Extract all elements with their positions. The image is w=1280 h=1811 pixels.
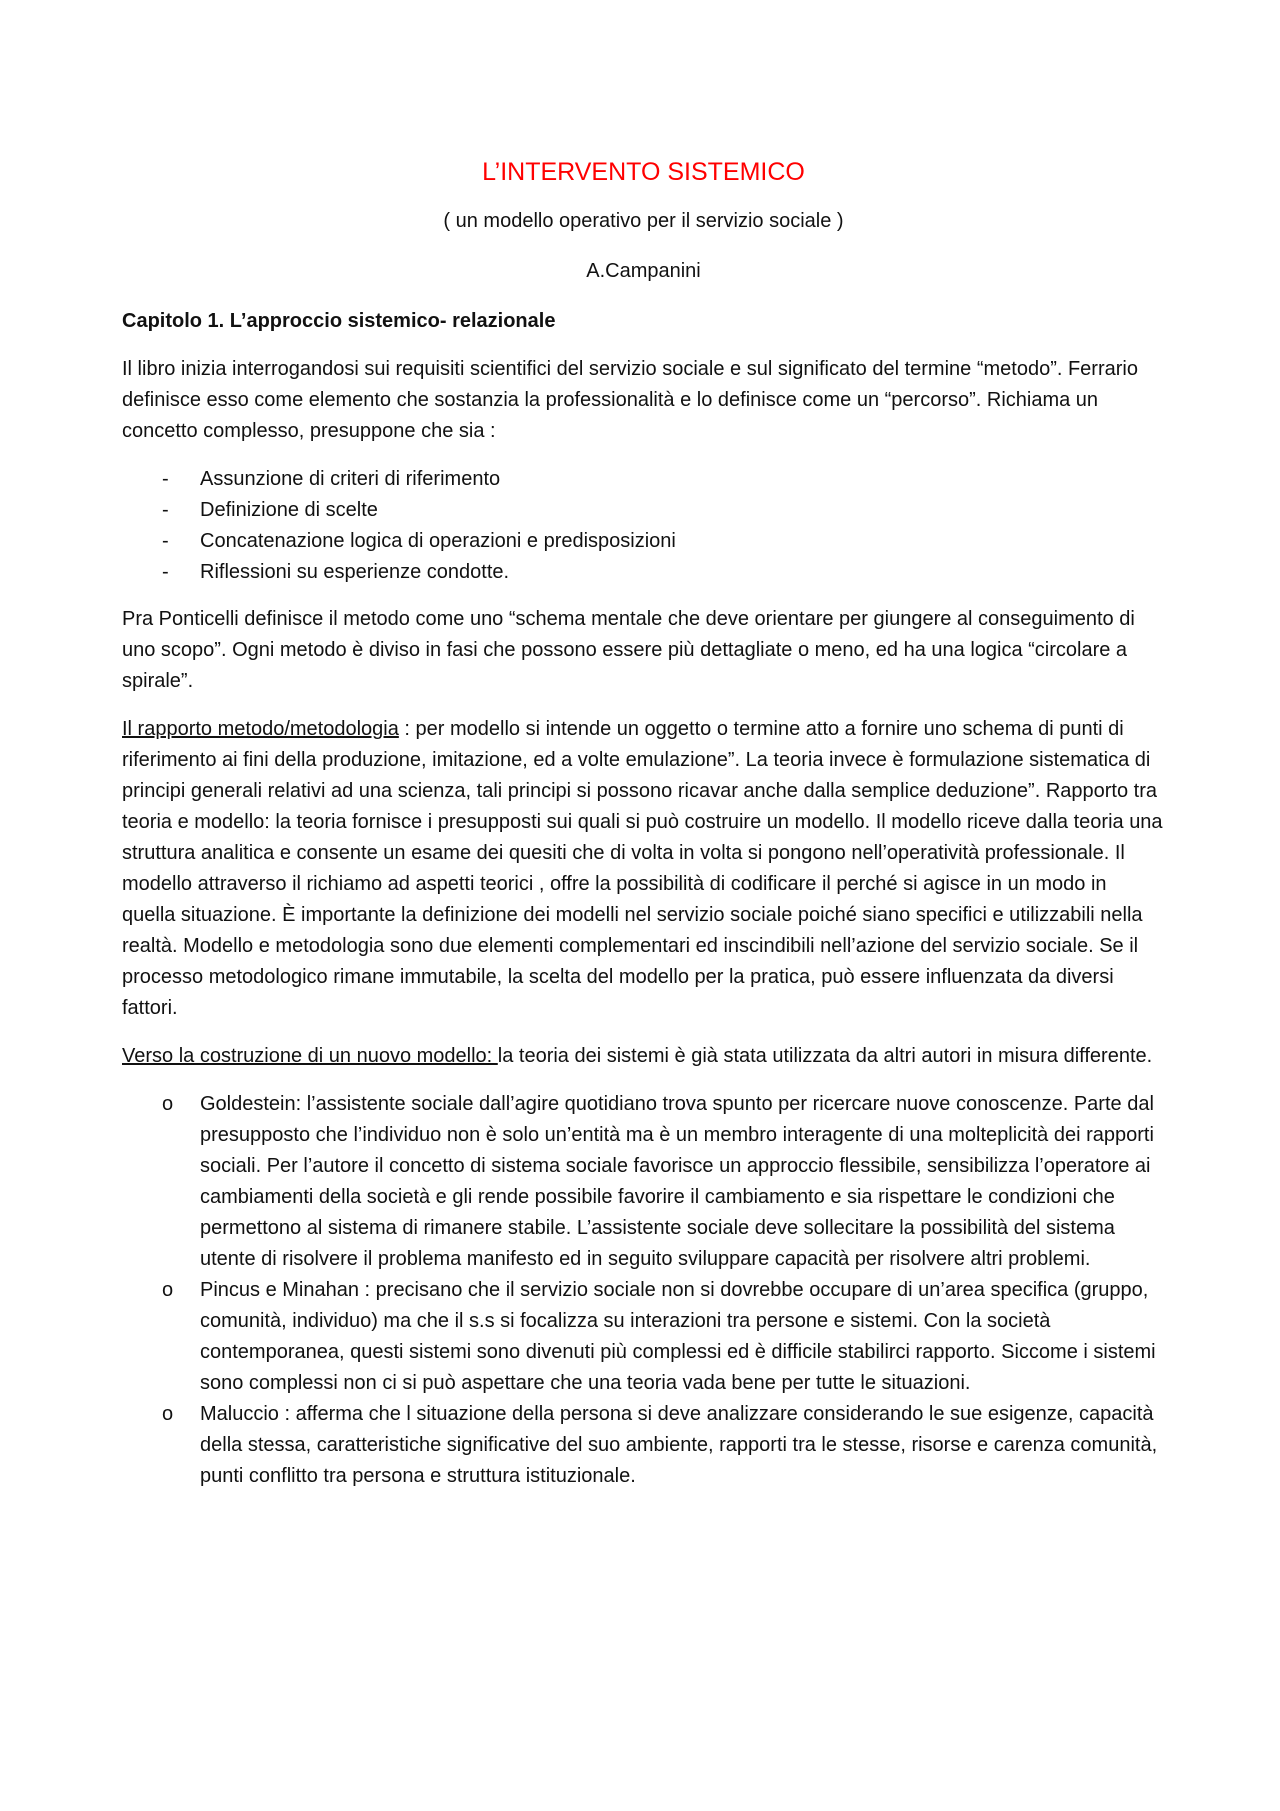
list-item-text: Definizione di scelte	[200, 499, 378, 521]
rapporto-paragraph	[122, 714, 1165, 1024]
circle-bullet: o	[162, 1093, 174, 1115]
list-item	[122, 557, 1165, 588]
document-subtitle: ( un modello operativo per il servizio sociale )	[443, 210, 844, 232]
list-item	[122, 1275, 1165, 1399]
list-item-text: Assunzione di criteri di riferimento	[200, 468, 501, 490]
rapporto-text: : per modello si intende un oggetto o termine atto a fornire uno schema di punti di riferimento ai fini della produzione, imitazione, ed a volte emulazione”. La teoria invece è formulazione sistematica di principi generali relativi ad una scienza, tali principi si possono ricavar anche dalla semplice deduzione”. Rapporto tra teoria e modello: la teoria fornisce i presupposti sui quali si può costruire un modello. Il modello riceve dalla teoria una struttura analitica e consente un esame dei quesiti che di volta in volta si pongono nell’operatività professionale. Il modello attraverso il richiamo ad aspetti teorici , offre la possibilità di codificare il perché si agisce in un modo in quella situazione. È importante la definizione dei modelli nel servizio sociale poiché siano specifici e utilizzabili nella realtà. Modello e metodologia sono due elementi complementari ed inscindibili nell’azione del servizio sociale. Se il processo metodologico rimane immutabile, la scelta del modello per la pratica, può essere influenzata da diversi fattori.	[122, 718, 1163, 1019]
list-item-text: Concatenazione logica di operazioni e predisposizioni	[200, 530, 676, 552]
list-item	[122, 495, 1165, 526]
list-item-text: Goldestein: l’assistente sociale dall’agire quotidiano trova spunto per ricercare nuove conoscenze. Parte dal presupposto che l’individuo non è solo un’entità ma è un membro interagente di una molteplicità dei rapporti sociali. Per l’autore il concetto di sistema sociale favorisce un approccio flessibile, sensibilizza l’operatore ai cambiamenti della società e gli rende possibile favorire il cambiamento e sia rispettare le condizioni che permettono al sistema di rimanere stabile. L’assistente sociale deve sollecitare la possibilità del sistema utente di risolvere il problema manifesto ed in seguito sviluppare capacità per risolvere altri problemi.	[200, 1093, 1154, 1270]
criteria-list	[122, 464, 1165, 588]
document-author: A.Campanini	[586, 260, 701, 282]
list-item	[122, 1089, 1165, 1275]
list-item	[122, 1399, 1165, 1492]
intro-paragraph: Il libro inizia interrogandosi sui requisiti scientifici del servizio sociale e sul significato del termine “metodo”. Ferrario definisce esso come elemento che sostanzia la professionalità e lo definisce come un “percorso”. Richiama un concetto complesso, presuppone che sia :	[122, 358, 1138, 442]
verso-text: la teoria dei sistemi è già stata utilizzata da altri autori in misura differente.	[497, 1045, 1153, 1067]
dash-bullet: -	[162, 468, 169, 490]
circle-bullet: o	[162, 1403, 174, 1425]
document-title: L’INTERVENTO SISTEMICO	[482, 158, 805, 186]
dash-bullet: -	[162, 530, 169, 552]
circle-bullet: o	[162, 1279, 174, 1301]
rapporto-heading: Il rapporto metodo/metodologia	[122, 718, 399, 740]
list-item-text: Maluccio : afferma che l situazione della persona si deve analizzare considerando le sue esigenze, capacità della stessa, caratteristiche significative del suo ambiente, rapporti tra le stesse, risorse e carenza comunità, punti conflitto tra persona e struttura istituzionale.	[200, 1403, 1158, 1487]
authors-list	[122, 1089, 1165, 1492]
verso-heading: Verso la costruzione di un nuovo modello:	[122, 1045, 498, 1067]
list-item	[122, 464, 1165, 495]
list-item-text: Pincus e Minahan : precisano che il servizio sociale non si dovrebbe occupare di un’area specifica (gruppo, comunità, individuo) ma che il s.s si focalizza su interazioni tra persone e sistemi. Con la società contemporanea, questi sistemi sono divenuti più complessi ed è difficile stabilirci rapporto. Siccome i sistemi sono complessi non ci si può aspettare che una teoria vada bene per tutte le situazioni.	[200, 1279, 1156, 1394]
verso-paragraph	[122, 1041, 1165, 1072]
ponticelli-paragraph: Pra Ponticelli definisce il metodo come uno “schema mentale che deve orientare per giungere al conseguimento di uno scopo”. Ogni metodo è diviso in fasi che possono essere più dettagliate o meno, ed ha una logica “circolare a spirale”.	[122, 608, 1135, 692]
dash-bullet: -	[162, 561, 169, 583]
list-item	[122, 526, 1165, 557]
list-item-text: Riflessioni su esperienze condotte.	[200, 561, 510, 583]
dash-bullet: -	[162, 499, 169, 521]
chapter-heading: Capitolo 1. L’approccio sistemico- relazionale	[122, 310, 556, 332]
